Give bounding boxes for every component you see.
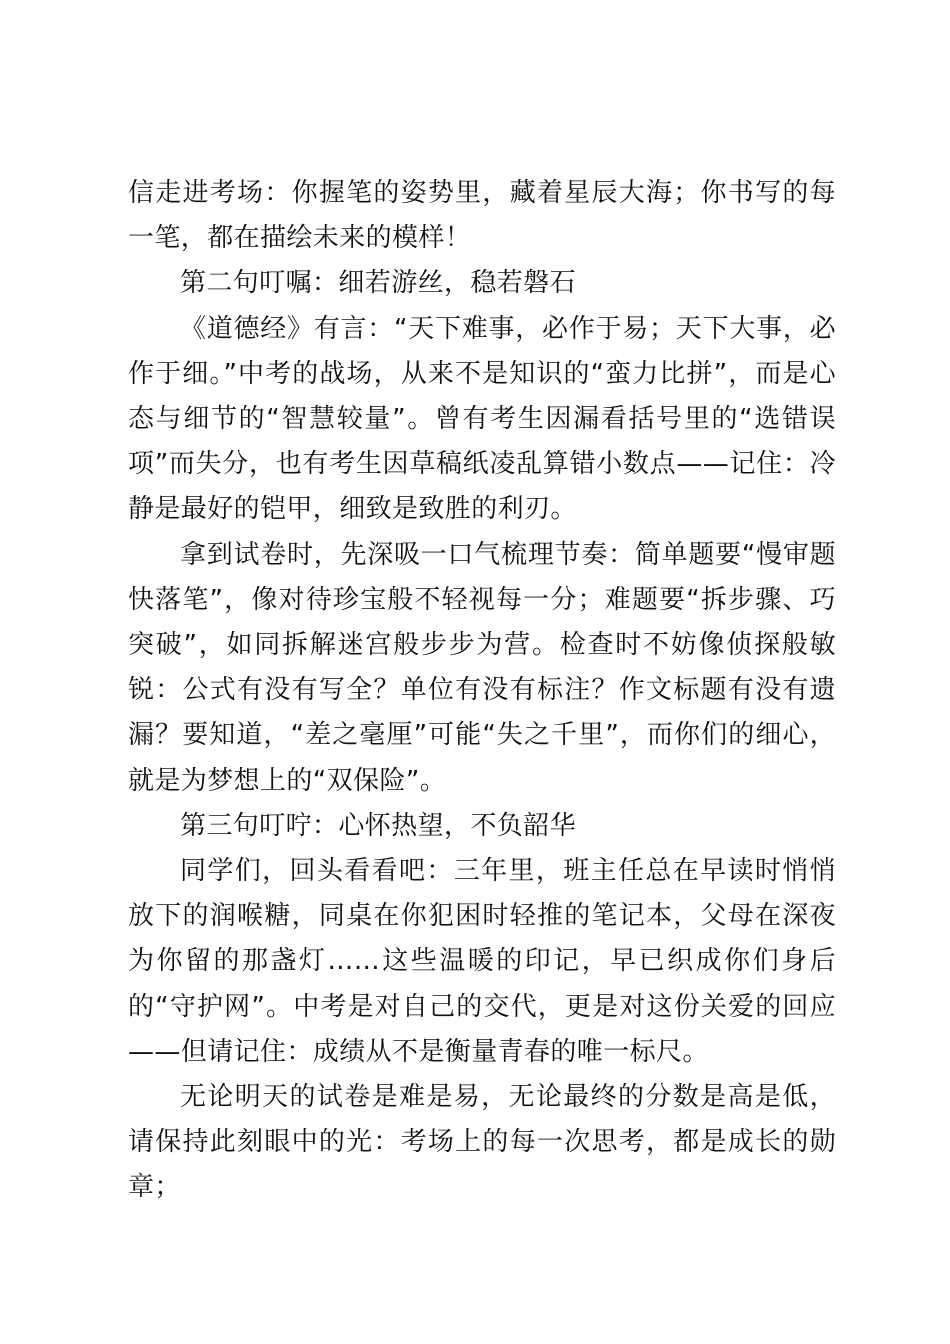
section-heading-third-advice: 第三句叮咛：心怀热望，不负韶华 [180, 810, 577, 841]
section-heading-second-advice: 第二句叮嘱：细若游丝，稳若磐石 [180, 268, 577, 299]
paragraph-continuation: 信走进考场：你握笔的姿势里，藏着星辰大海；你书写的每一笔，都在描绘未来的模样！ [128, 178, 836, 254]
paragraph-gratitude: 同学们，回头看看吧：三年里，班主任总在早读时悄悄放下的润喉糖，同桌在你犯困时轻推的笔记本，父母在深夜为你留的那盏灯……这些温暖的印记，早已织成你们身后的“守护网”。中考是对自己的交代，更是对这份关爱的回应——但请记住：成绩从不是衡量青春的唯一标尺。 [128, 856, 836, 1067]
document-body [128, 171, 836, 1211]
paragraph-closing: 无论明天的试卷是难是易，无论最终的分数是高是低，请保持此刻眼中的光：考场上的每一次思考，都是成长的勋章； [128, 1082, 836, 1203]
paragraph-daodejing-quote: 《道德经》有言：“天下难事，必作于易；天下大事，必作于细。”中考的战场，从来不是知识的“蛮力比拼”，而是心态与细节的“智慧较量”。曾有考生因漏看括号里的“选错误项”而失分，也有考生因草稿纸凌乱算错小数点——记住：冷静是最好的铠甲，细致是致胜的利刃。 [128, 313, 836, 525]
paragraph-exam-strategy: 拿到试卷时，先深吸一口气梳理节奏：简单题要“慢审题快落笔”，像对待珍宝般不轻视每一分；难题要“拆步骤、巧突破”，如同拆解迷宫般步步为营。检查时不妨像侦探般敏锐：公式有没有写全？单位有没有标注？作文标题有没有遗漏？要知道，“差之毫厘”可能“失之千里”，而你们的细心，就是为梦想上的“双保险”。 [128, 539, 836, 796]
